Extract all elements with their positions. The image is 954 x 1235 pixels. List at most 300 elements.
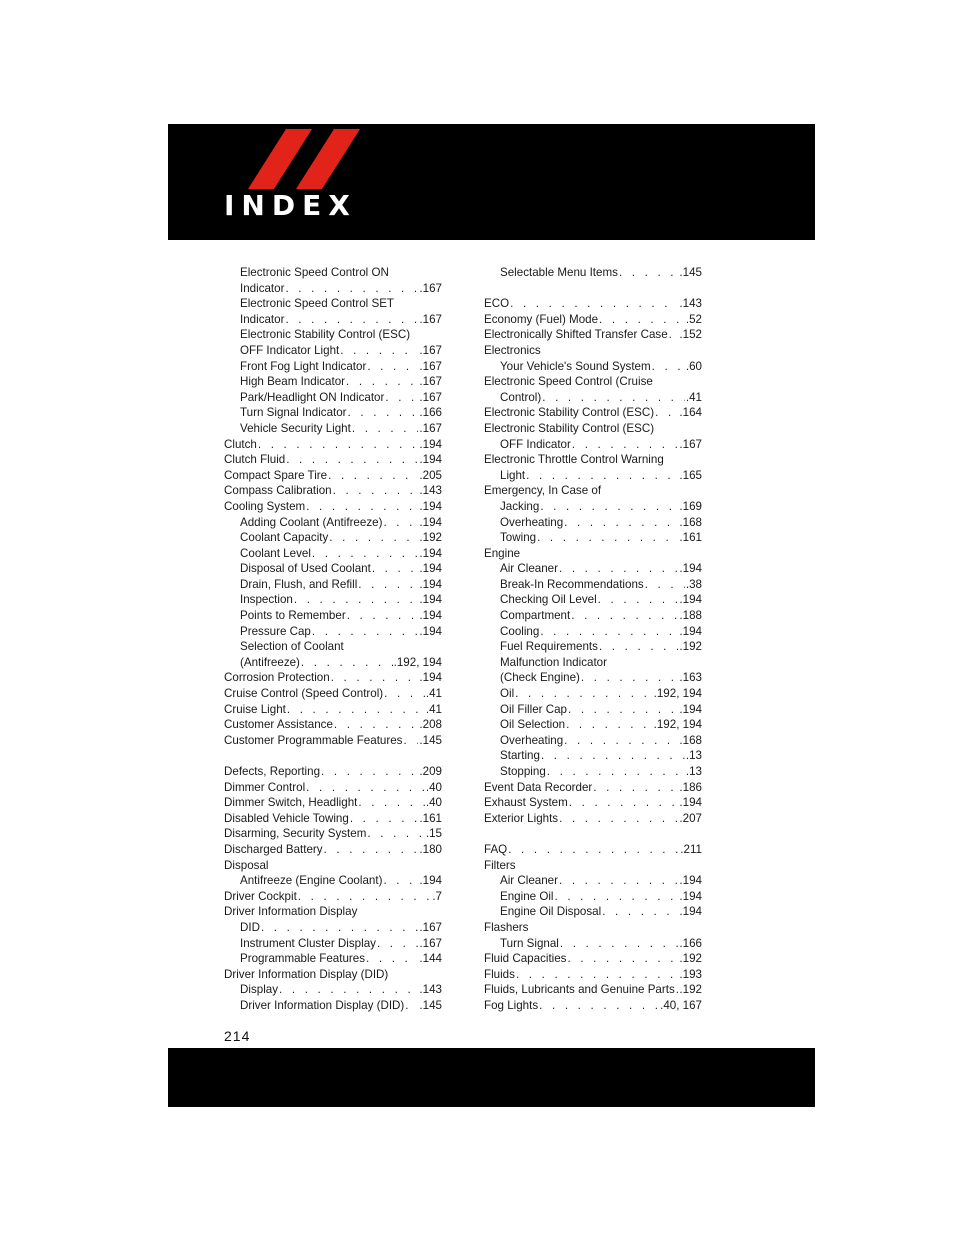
entry-term: Electronic Stability Control (ESC): [484, 406, 655, 420]
entry-page-ref: .143: [419, 484, 442, 498]
entry-page-ref: .192: [679, 640, 702, 654]
entry-page-ref: .194: [419, 515, 442, 529]
entry-term: Corrosion Protection: [224, 671, 330, 685]
dot-leader: [547, 764, 685, 780]
entry-term: Compass Calibration: [224, 484, 332, 498]
dot-leader: [559, 811, 678, 827]
entry-term: Clutch Fluid: [224, 453, 286, 467]
index-subentry: [224, 639, 442, 655]
dot-leader: [331, 670, 419, 686]
entry-term: Starting: [500, 749, 540, 763]
dot-leader: [564, 733, 678, 749]
dot-leader: [645, 577, 685, 593]
dot-leader: [258, 437, 419, 453]
entry-term: Flashers: [484, 920, 529, 934]
entry-term: Coolant Capacity: [240, 531, 329, 545]
entry-page-ref: .166: [679, 936, 702, 950]
index-entry: [484, 967, 702, 983]
dot-leader: [602, 904, 678, 920]
entry-term: Your Vehicle's Sound System: [500, 359, 651, 373]
dot-leader: [515, 686, 652, 702]
page-title: INDEX: [224, 189, 357, 222]
entry-page-ref: .169: [679, 499, 702, 513]
entry-page-ref: .167: [419, 375, 442, 389]
dot-leader: [285, 312, 418, 328]
entry-page-ref: .161: [419, 811, 442, 825]
entry-term: Disposal of Used Coolant: [240, 562, 371, 576]
entry-term: Malfunction Indicator: [500, 655, 607, 669]
dot-leader: [324, 842, 419, 858]
index-subentry: [224, 374, 442, 390]
index-subentry: [484, 390, 702, 406]
index-entry: [484, 982, 702, 998]
dot-leader: [383, 873, 418, 889]
entry-term: Fuel Requirements: [500, 640, 598, 654]
entry-page-ref: .7: [432, 889, 442, 903]
entry-page-ref: .167: [419, 359, 442, 373]
entry-page-ref: .186: [679, 780, 702, 794]
entry-page-ref: .209: [419, 765, 442, 778]
index-subentry: [224, 296, 442, 312]
entry-page-ref: .167: [419, 281, 442, 295]
entry-page-ref: .41: [425, 702, 442, 716]
dot-leader: [581, 670, 679, 686]
index-entry: [224, 967, 442, 983]
entry-page-ref: .194: [679, 624, 702, 638]
entry-page-ref: .167: [419, 936, 442, 950]
entry-term: Overheating: [500, 515, 564, 529]
entry-page-ref: .194: [679, 889, 702, 903]
entry-page-ref: .194: [419, 624, 442, 638]
entry-page-ref: .145: [419, 998, 442, 1012]
index-subentry: [484, 702, 702, 718]
entry-page-ref: .161: [679, 531, 702, 545]
index-entry: [484, 343, 702, 359]
entry-page-ref: .188: [679, 609, 702, 623]
entry-page-ref: .13: [685, 765, 702, 778]
index-subentry: [484, 515, 702, 531]
index-entry: [484, 951, 702, 967]
index-entry: [484, 920, 702, 936]
index-subentry: [484, 468, 702, 484]
entry-term: Driver Information Display (DID): [224, 967, 389, 981]
entry-term: Fluid Capacities: [484, 952, 567, 966]
entry-term: Drain, Flush, and Refill: [240, 577, 358, 591]
index-subentry: [484, 561, 702, 577]
index-subentry: [224, 281, 442, 297]
entry-term: Air Cleaner: [500, 874, 558, 888]
entry-term: Driver Cockpit: [224, 889, 297, 903]
entry-term: Electronic Speed Control SET: [240, 297, 395, 311]
dot-leader: [367, 826, 424, 842]
index-entry: [224, 764, 442, 780]
index-subentry: [484, 577, 702, 593]
index-entry: [224, 795, 442, 811]
entry-page-ref: .167: [419, 421, 442, 435]
entry-term: Programmable Features: [240, 952, 366, 966]
entry-term: Selection of Coolant: [240, 640, 344, 654]
dot-leader: [367, 359, 418, 375]
entry-page-ref: .15: [425, 827, 442, 841]
dot-leader: [569, 795, 679, 811]
entry-page-ref: .52: [685, 312, 702, 326]
entry-page-ref: .208: [419, 718, 442, 732]
index-entry: [484, 998, 702, 1014]
index-subentry: [484, 764, 702, 780]
entry-term: Control): [500, 390, 542, 404]
entry-page-ref: .41: [425, 687, 442, 701]
index-entry: [224, 826, 442, 842]
footer-banner: [168, 1048, 815, 1107]
index-subentry: [484, 639, 702, 655]
index-subentry: [224, 951, 442, 967]
index-subentry: [484, 359, 702, 375]
entry-term: Park/Headlight ON Indicator: [240, 390, 385, 404]
dot-leader: [541, 748, 685, 764]
index-entry: [224, 437, 442, 453]
index-subentry: [224, 359, 442, 375]
entry-term: DID: [240, 920, 260, 934]
dot-leader: [405, 998, 418, 1014]
index-entry: [484, 374, 702, 390]
dot-leader: [559, 561, 678, 577]
entry-term: Selectable Menu Items: [500, 266, 618, 279]
entry-term: Driver Information Display (DID): [240, 998, 405, 1012]
index-subentry: [224, 530, 442, 546]
dot-leader: [564, 515, 678, 531]
entry-term: Instrument Cluster Display: [240, 936, 376, 950]
entry-term: Adding Coolant (Antifreeze): [240, 515, 383, 529]
dot-leader: [377, 936, 418, 952]
dot-leader: [333, 483, 419, 499]
entry-term: Dimmer Control: [224, 780, 306, 794]
entry-page-ref: .194: [679, 562, 702, 576]
index-entry: [224, 483, 442, 499]
dot-leader: [540, 499, 678, 515]
entry-term: Engine Oil Disposal: [500, 905, 602, 919]
index-entry: [224, 811, 442, 827]
index-entry: [224, 842, 442, 858]
entry-term: Disposal: [224, 858, 269, 872]
dot-leader: [599, 639, 678, 655]
entry-term: Oil: [500, 687, 515, 701]
index-subentry: [484, 608, 702, 624]
dot-leader: [555, 889, 679, 905]
entry-page-ref: .167: [419, 390, 442, 404]
index-subentry: [484, 437, 702, 453]
dot-leader: [358, 577, 418, 593]
index-column-right: [484, 265, 702, 1014]
entry-page-ref: .180: [419, 842, 442, 856]
entry-page-ref: .194: [419, 577, 442, 591]
index-entry: [224, 468, 442, 484]
dot-leader: [366, 951, 418, 967]
dot-leader: [383, 515, 418, 531]
entry-term: Engine: [484, 546, 521, 560]
dot-leader: [510, 296, 678, 312]
entry-term: Indicator: [240, 281, 285, 295]
dot-leader: [567, 951, 678, 967]
entry-term: Stopping: [500, 765, 546, 778]
entry-term: Compact Spare Tire: [224, 468, 328, 482]
entry-term: Pressure Cap: [240, 624, 311, 638]
entry-term: Turn Signal: [500, 936, 559, 950]
entry-term: Economy (Fuel) Mode: [484, 312, 599, 326]
entry-page-ref: .194: [679, 874, 702, 888]
entry-term: Electronics: [484, 343, 541, 357]
entry-term: Driver Information Display: [224, 905, 358, 919]
entry-page-ref: .38: [685, 577, 702, 591]
entry-term: Defects, Reporting: [224, 765, 321, 778]
entry-page-ref: .205: [419, 468, 442, 482]
index-subentry: [224, 561, 442, 577]
index-subentry: [484, 265, 702, 281]
index-entry: [484, 858, 702, 874]
entry-page-ref: .167: [419, 343, 442, 357]
entry-term: Disarming, Security System: [224, 827, 367, 841]
dot-leader: [537, 530, 678, 546]
entry-page-ref: .144: [419, 952, 442, 966]
dot-leader: [287, 702, 425, 718]
entry-term: Coolant Level: [240, 546, 311, 560]
dot-leader: [348, 405, 419, 421]
dot-leader: [559, 873, 678, 889]
dot-leader: [286, 452, 418, 468]
entry-term: Electronic Throttle Control Warning: [484, 453, 664, 467]
index-subentry: [484, 904, 702, 920]
index-entry: [484, 811, 702, 827]
entry-page-ref: .192: [419, 531, 442, 545]
index-subentry: [224, 936, 442, 952]
entry-term: Inspection: [240, 593, 293, 607]
index-column-left: [224, 265, 442, 1014]
index-entry: [224, 670, 442, 686]
dot-leader: [384, 686, 425, 702]
index-entry: [484, 795, 702, 811]
dot-leader: [598, 592, 679, 608]
index-subentry: [224, 327, 442, 343]
index-subentry: [224, 546, 442, 562]
index-spacer: [484, 281, 702, 297]
index-subentry: [224, 982, 442, 998]
entry-page-ref: .143: [419, 983, 442, 997]
entry-term: Cooling System: [224, 499, 306, 513]
entry-page-ref: .166: [419, 406, 442, 420]
entry-page-ref: .194: [419, 546, 442, 560]
entry-page-ref: .145: [419, 733, 442, 747]
dot-leader: [328, 468, 418, 484]
index-entry: [484, 780, 702, 796]
entry-term: Towing: [500, 531, 537, 545]
entry-page-ref: .192, 194: [653, 718, 702, 732]
entry-term: Filters: [484, 858, 516, 872]
entry-term: Customer Programmable Features: [224, 733, 403, 747]
entry-page-ref: .143: [679, 297, 702, 311]
dot-leader: [540, 624, 678, 640]
index-subentry: [484, 499, 702, 515]
index-entry: [484, 483, 702, 499]
index-subentry: [484, 733, 702, 749]
entry-page-ref: .167: [419, 312, 442, 326]
entry-term: Electronic Stability Control (ESC): [484, 421, 655, 435]
index-subentry: [484, 530, 702, 546]
dot-leader: [572, 437, 679, 453]
entry-page-ref: .168: [679, 515, 702, 529]
entry-term: Fluids: [484, 967, 515, 981]
entry-page-ref: .207: [679, 811, 702, 825]
entry-term: Fog Lights: [484, 998, 539, 1012]
entry-page-ref: .167: [679, 437, 702, 451]
entry-page-ref: .192: [679, 952, 702, 966]
index-entry: [224, 904, 442, 920]
index-entry: [484, 421, 702, 437]
index-entry: [484, 327, 702, 343]
entry-page-ref: .192, 194: [653, 687, 702, 701]
entry-term: FAQ: [484, 842, 508, 856]
entry-page-ref: .163: [679, 671, 702, 685]
dot-leader: [372, 561, 419, 577]
entry-term: Light: [500, 468, 526, 482]
dot-leader: [279, 982, 418, 998]
entry-page-ref: .194: [419, 499, 442, 513]
index-subentry: [224, 608, 442, 624]
entry-term: Break-In Recommendations: [500, 577, 644, 591]
index-spacer: [224, 748, 442, 764]
entry-term: Emergency, In Case of: [484, 484, 602, 498]
dot-leader: [340, 343, 418, 359]
index-entry: [224, 702, 442, 718]
entry-term: Event Data Recorder: [484, 780, 593, 794]
dot-leader: [306, 780, 425, 796]
entry-term: Compartment: [500, 609, 571, 623]
index-entry: [484, 546, 702, 562]
dot-leader: [526, 468, 678, 484]
index-subentry: [224, 421, 442, 437]
entry-page-ref: .194: [419, 593, 442, 607]
dot-leader: [508, 842, 679, 858]
index-subentry: [484, 748, 702, 764]
index-spacer: [484, 826, 702, 842]
entry-term: Points to Remember: [240, 609, 346, 623]
entry-term: Disabled Vehicle Towing: [224, 811, 349, 825]
entry-term: Overheating: [500, 733, 564, 747]
entry-term: Air Cleaner: [500, 562, 558, 576]
dot-leader: [358, 795, 425, 811]
entry-term: Dimmer Switch, Headlight: [224, 796, 358, 810]
index-subentry: [224, 655, 442, 671]
index-subentry: [484, 655, 702, 671]
dot-leader: [285, 281, 418, 297]
entry-term: Cruise Control (Speed Control): [224, 687, 384, 701]
index-subentry: [484, 592, 702, 608]
dot-leader: [385, 390, 418, 406]
dot-leader: [676, 982, 679, 998]
dot-leader: [599, 312, 685, 328]
index-subentry: [224, 312, 442, 328]
entry-term: High Beam Indicator: [240, 375, 346, 389]
entry-page-ref: .13: [685, 749, 702, 763]
index-subentry: [484, 889, 702, 905]
dot-leader: [298, 889, 432, 905]
entry-term: Exterior Lights: [484, 811, 559, 825]
entry-term: OFF Indicator: [500, 437, 571, 451]
entry-term: ECO: [484, 297, 510, 311]
index-entry: [484, 452, 702, 468]
index-subentry: [224, 343, 442, 359]
dot-leader: [560, 936, 679, 952]
dot-leader: [294, 592, 419, 608]
dot-leader: [347, 608, 419, 624]
brand-stripes-logo: [248, 129, 360, 189]
entry-page-ref: .194: [419, 562, 442, 576]
dot-leader: [669, 327, 679, 343]
index-entry: [224, 733, 442, 749]
index-subentry: [224, 405, 442, 421]
entry-page-ref: .152: [679, 328, 702, 342]
index-entry: [224, 858, 442, 874]
index-subentry: [484, 670, 702, 686]
entry-term: Display: [240, 983, 279, 997]
entry-term: Clutch: [224, 437, 257, 451]
index-entry: [484, 842, 702, 858]
dot-leader: [568, 702, 678, 718]
dot-leader: [593, 780, 678, 796]
entry-page-ref: .167: [419, 920, 442, 934]
entry-page-ref: .194: [419, 453, 442, 467]
index-subentry: [224, 515, 442, 531]
index-entry: [224, 717, 442, 733]
entry-page-ref: .41: [685, 390, 702, 404]
index-subentry: [484, 873, 702, 889]
entry-page-ref: .40: [425, 796, 442, 810]
entry-term: Engine Oil: [500, 889, 554, 903]
dot-leader: [334, 717, 419, 733]
entry-term: Jacking: [500, 499, 540, 513]
entry-page-ref: .165: [679, 468, 702, 482]
entry-page-ref: .194: [679, 796, 702, 810]
index-subentry: [484, 936, 702, 952]
entry-page-ref: .40: [425, 780, 442, 794]
dot-leader: [539, 998, 659, 1014]
dot-leader: [321, 764, 418, 780]
entry-page-ref: .194: [419, 874, 442, 888]
entry-term: Cooling: [500, 624, 540, 638]
entry-term: Turn Signal Indicator: [240, 406, 347, 420]
dot-leader: [312, 546, 419, 562]
dot-leader: [516, 967, 678, 983]
entry-term: Fluids, Lubricants and Genuine Parts: [484, 983, 675, 997]
index-subentry: [224, 577, 442, 593]
entry-term: (Antifreeze): [240, 655, 300, 669]
entry-term: Antifreeze (Engine Coolant): [240, 874, 383, 888]
dot-leader: [619, 265, 678, 281]
entry-page-ref: .145: [679, 266, 702, 279]
index-subentry: [484, 624, 702, 640]
index-subentry: [484, 686, 702, 702]
entry-term: Oil Selection: [500, 718, 566, 732]
entry-term: OFF Indicator Light: [240, 343, 340, 357]
index-entry: [224, 889, 442, 905]
entry-term: Electronic Speed Control ON: [240, 266, 389, 279]
dot-leader: [306, 499, 418, 515]
entry-term: Customer Assistance: [224, 718, 333, 732]
header-banner: [168, 124, 815, 240]
dot-leader: [652, 359, 685, 375]
index-entry: [224, 452, 442, 468]
index-entry: [484, 312, 702, 328]
entry-term: Electronically Shifted Transfer Case: [484, 328, 668, 342]
dot-leader: [542, 390, 685, 406]
